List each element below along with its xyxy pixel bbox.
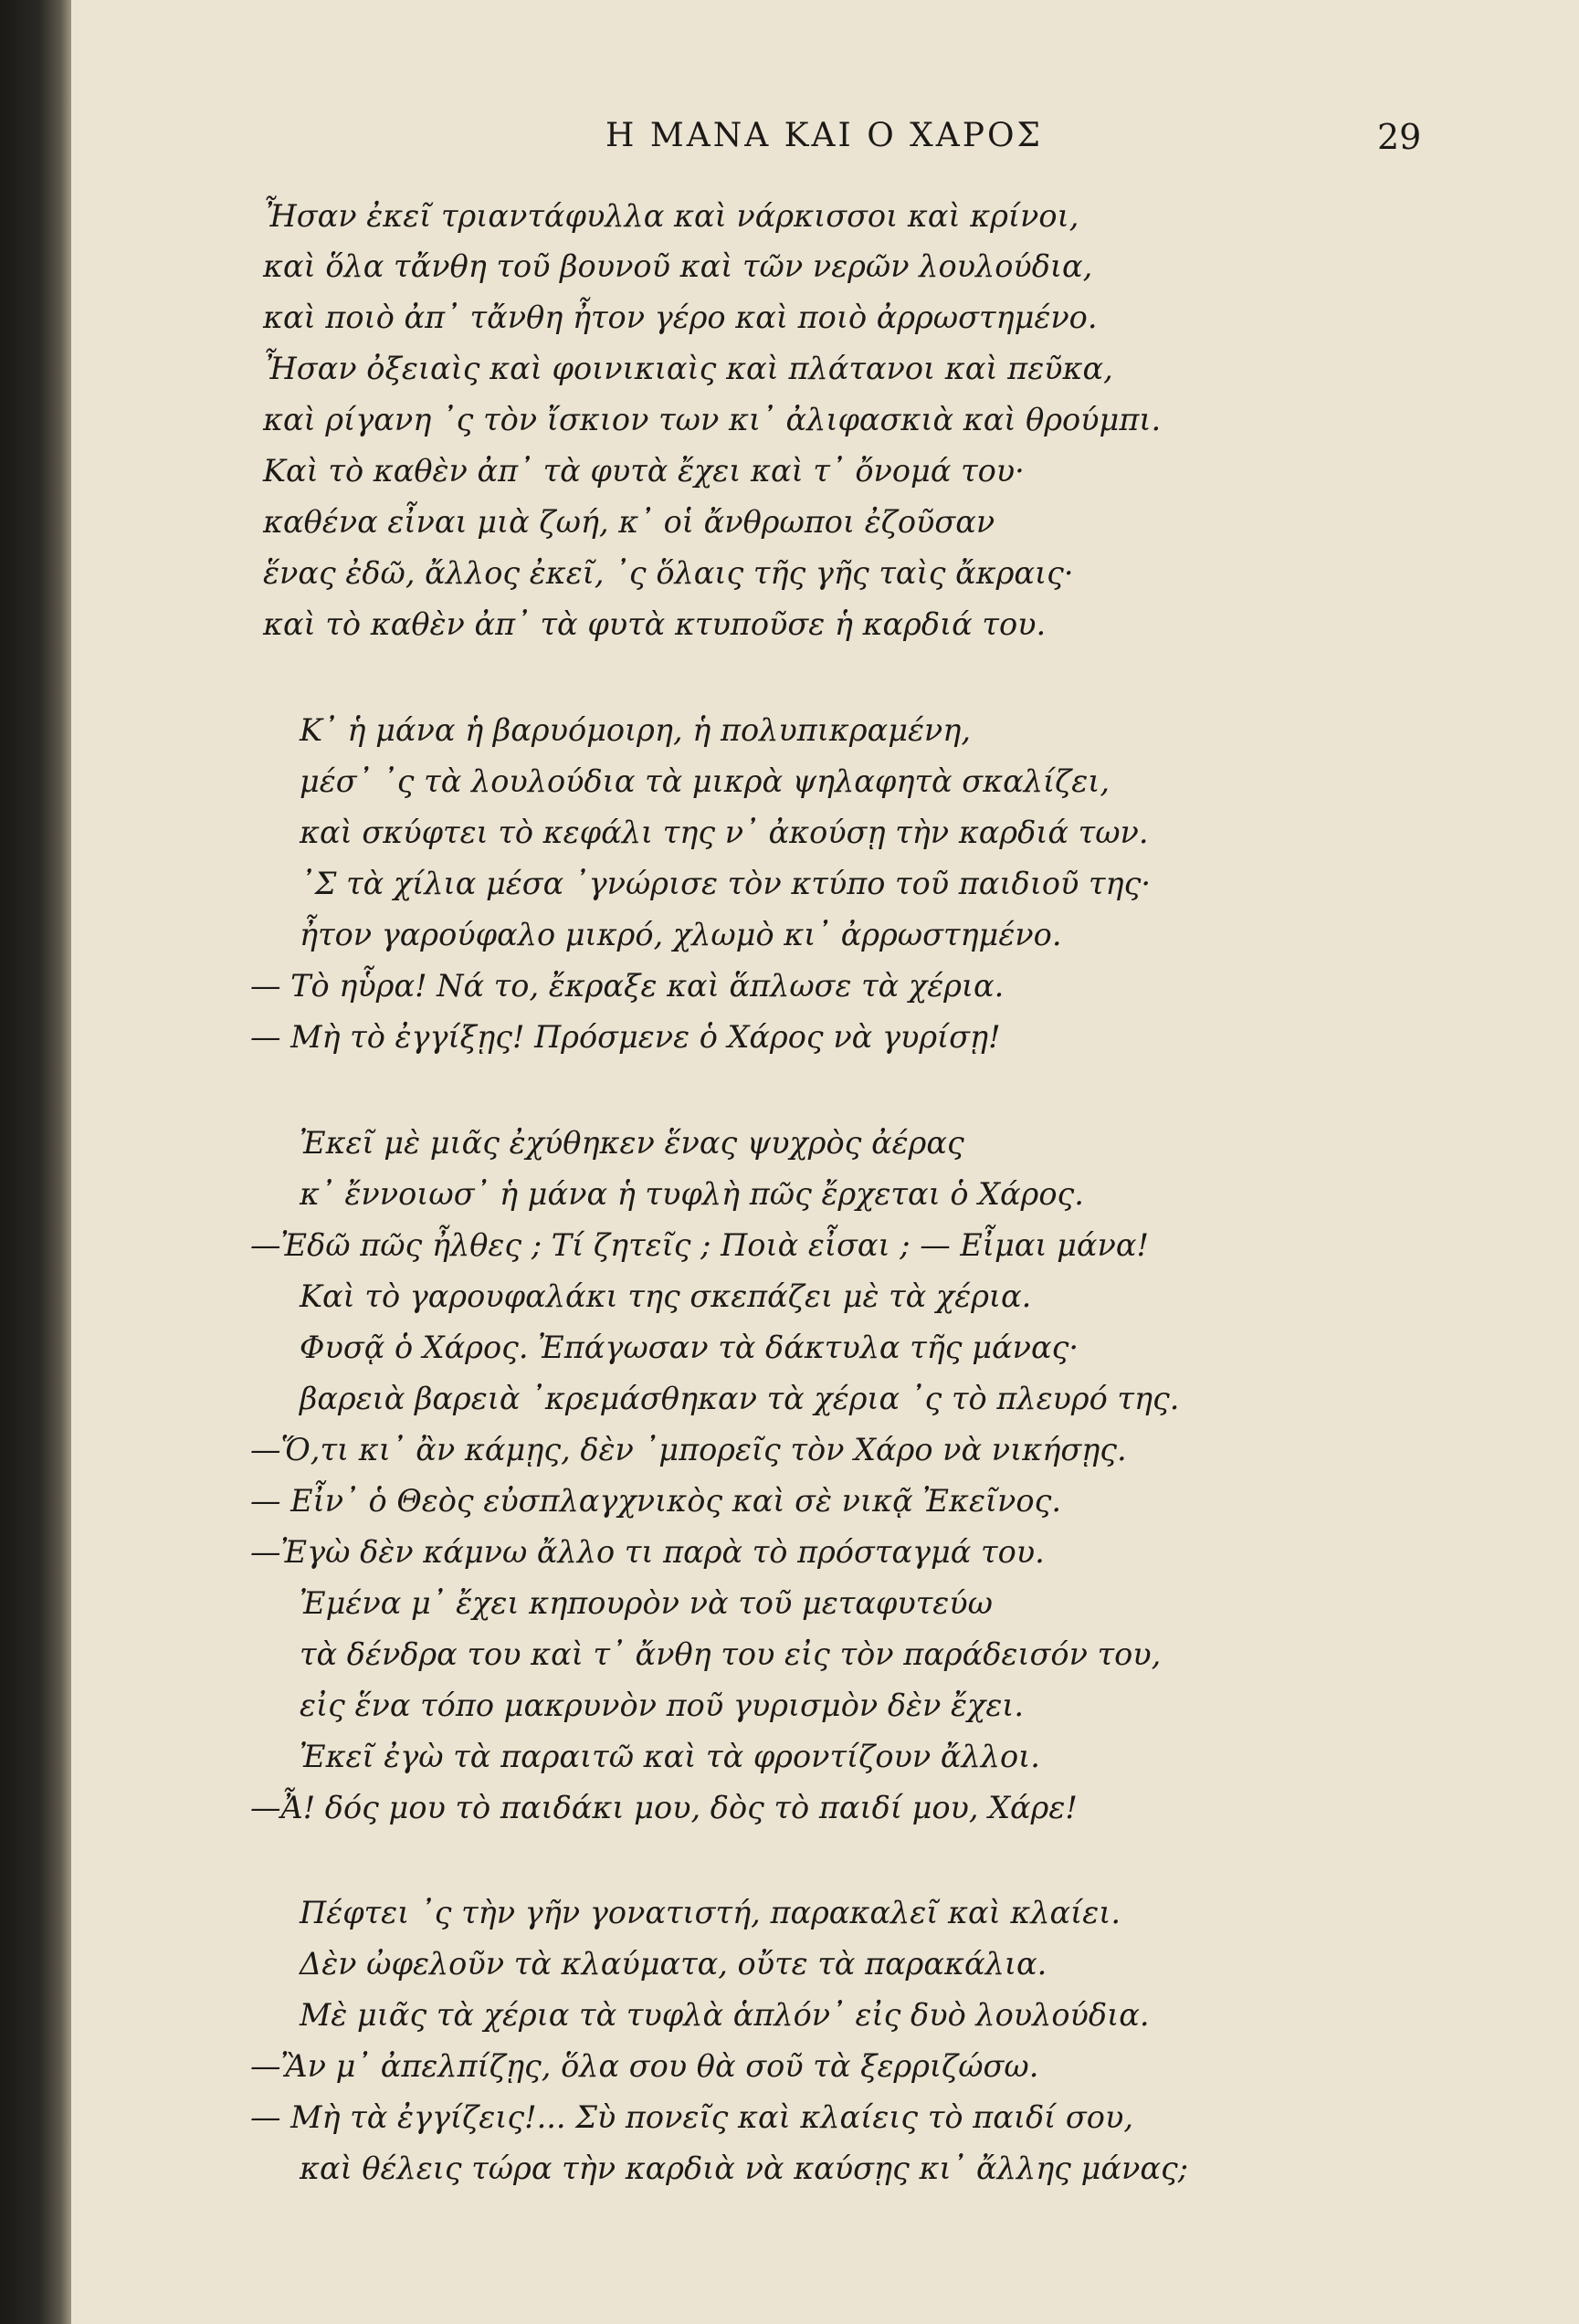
poem-line: Ἐκεῖ μὲ μιᾶς ἐχύθηκεν ἕνας ψυχρὸς ἀέρας: [300, 1125, 964, 1161]
poem-line: Πέφτει ᾽ς τὴν γῆν γονατιστή, παρακαλεῖ καὶ κλαίει.: [300, 1895, 1121, 1930]
poem-line: ἦτον γαρούφαλο μικρό, χλωμὸ κι᾽ ἀρρωστημένο.: [300, 917, 1062, 952]
poem-line: Κ᾽ ἡ μάνα ἡ βαρυόμοιρη, ἡ πολυπικραμένη,: [300, 712, 972, 748]
poem-line: εἰς ἕνα τόπο μακρυνὸν ποῦ γυρισμὸν δὲν ἔχει.: [300, 1688, 1025, 1723]
poem-line: —Ἐδῶ πῶς ἦλθες ; Τί ζητεῖς ; Ποιὰ εἶσαι ; — Εἶμαι μάνα!: [250, 1227, 1149, 1263]
poem-line: καὶ τὸ καθὲν ἀπ᾽ τὰ φυτὰ κτυποῦσε ἡ καρδιά του.: [263, 606, 1047, 642]
poem-line: —Ὅ,τι κι᾽ ἂν κάμῃς, δὲν ᾽μπορεῖς τὸν Χάρο νὰ νικήσῃς.: [250, 1432, 1127, 1467]
poem-line: —Ἐγὼ δὲν κάμνω ἄλλο τι παρὰ τὸ πρόσταγμά του.: [250, 1534, 1045, 1570]
binding-gutter-shadow: [0, 0, 71, 2324]
book-page: [71, 0, 1579, 2324]
poem-line: — Εἶν᾽ ὁ Θεὸς εὐσπλαγχνικὸς καὶ σὲ νικᾷ Ἐκεῖνος.: [250, 1483, 1061, 1519]
poem-line: — Μὴ τὰ ἐγγίζεις!... Σὺ πονεῖς καὶ κλαίεις τὸ παιδί σου,: [250, 2099, 1133, 2135]
poem-line: Καὶ τὸ καθὲν ἀπ᾽ τὰ φυτὰ ἔχει καὶ τ᾽ ὄνομά του·: [263, 453, 1025, 489]
poem-line: καὶ ποιὸ ἀπ᾽ τἄνθη ἦτον γέρο καὶ ποιὸ ἀρρωστημένο.: [263, 300, 1098, 335]
poem-line: — Τὸ ηὗρα! Νά το, ἔκραξε καὶ ἅπλωσε τὰ χέρια.: [250, 968, 1005, 1004]
poem-line: — Μὴ τὸ ἐγγίξῃς! Πρόσμενε ὁ Χάρος νὰ γυρίσῃ!: [250, 1019, 1001, 1055]
poem-line: Καὶ τὸ γαρουφαλάκι της σκεπάζει μὲ τὰ χέρια.: [300, 1278, 1032, 1314]
poem-line: ᾽Σ τὰ χίλια μέσα ᾽γνώρισε τὸν κτύπο τοῦ παιδιοῦ της·: [300, 866, 1152, 901]
poem-line: —Ἂν μ᾽ ἀπελπίζῃς, ὅλα σου θὰ σοῦ τὰ ξερριζώσω.: [250, 2048, 1039, 2084]
poem-line: καὶ θέλεις τώρα τὴν καρδιὰ νὰ καύσῃς κι᾽ ἄλλης μάνας;: [300, 2150, 1189, 2186]
poem-line: καὶ σκύφτει τὸ κεφάλι της ν᾽ ἀκούσῃ τὴν καρδιά των.: [300, 815, 1149, 850]
poem-line: καὶ ὅλα τἄνθη τοῦ βουνοῦ καὶ τῶν νερῶν λουλούδια,: [263, 248, 1093, 284]
poem-line: καθένα εἶναι μιὰ ζωή, κ᾽ οἱ ἄνθρωποι ἐζοῦσαν: [263, 504, 995, 540]
running-title: Η ΜΑΝΑ ΚΑΙ Ο ΧΑΡΟΣ: [605, 117, 1043, 154]
page-number: 29: [1377, 117, 1422, 157]
poem-line: Μὲ μιᾶς τὰ χέρια τὰ τυφλὰ ἁπλόν᾽ εἰς δυὸ λουλούδια.: [300, 1997, 1150, 2033]
poem-line: —Ἆ! δός μου τὸ παιδάκι μου, δὸς τὸ παιδί μου, Χάρε!: [250, 1790, 1078, 1825]
poem-line: Φυσᾷ ὁ Χάρος. Ἐπάγωσαν τὰ δάκτυλα τῆς μάνας·: [300, 1330, 1079, 1365]
poem-line: τὰ δένδρα του καὶ τ᾽ ἄνθη του εἰς τὸν παράδεισόν του,: [300, 1636, 1162, 1672]
poem-line: Δὲν ὠφελοῦν τὰ κλαύματα, οὔτε τὰ παρακάλια.: [300, 1946, 1047, 1982]
poem-line: ἕνας ἐδῶ, ἄλλος ἐκεῖ, ᾽ς ὅλαις τῆς γῆς ταὶς ἄκραις·: [263, 555, 1074, 591]
poem-line: Ἦσαν ὀξειαὶς καὶ φοινικιαὶς καὶ πλάτανοι καὶ πεῦκα,: [263, 351, 1113, 386]
poem-line: Ἐκεῖ ἐγὼ τὰ παραιτῶ καὶ τὰ φροντίζουν ἄλλοι.: [300, 1739, 1040, 1774]
poem-line: μέσ᾽ ᾽ς τὰ λουλούδια τὰ μικρὰ ψηλαφητὰ σκαλίζει,: [300, 763, 1110, 799]
poem-line: Ἐμένα μ᾽ ἔχει κηπουρὸν νὰ τοῦ μεταφυτεύω: [300, 1585, 993, 1621]
poem-line: βαρειὰ βαρειὰ ᾽κρεμάσθηκαν τὰ χέρια ᾽ς τὸ πλευρό της.: [300, 1381, 1180, 1416]
poem-line: Ἦσαν ἐκεῖ τριαντάφυλλα καὶ νάρκισσοι καὶ κρίνοι,: [263, 198, 1079, 234]
poem-line: κ᾽ ἔννοιωσ᾽ ἡ μάνα ἡ τυφλὴ πῶς ἔρχεται ὁ Χάρος.: [300, 1176, 1084, 1212]
poem-line: καὶ ρίγανη ᾽ς τὸν ἴσκιον των κι᾽ ἀλιφασκιὰ καὶ θρούμπι.: [263, 402, 1162, 437]
